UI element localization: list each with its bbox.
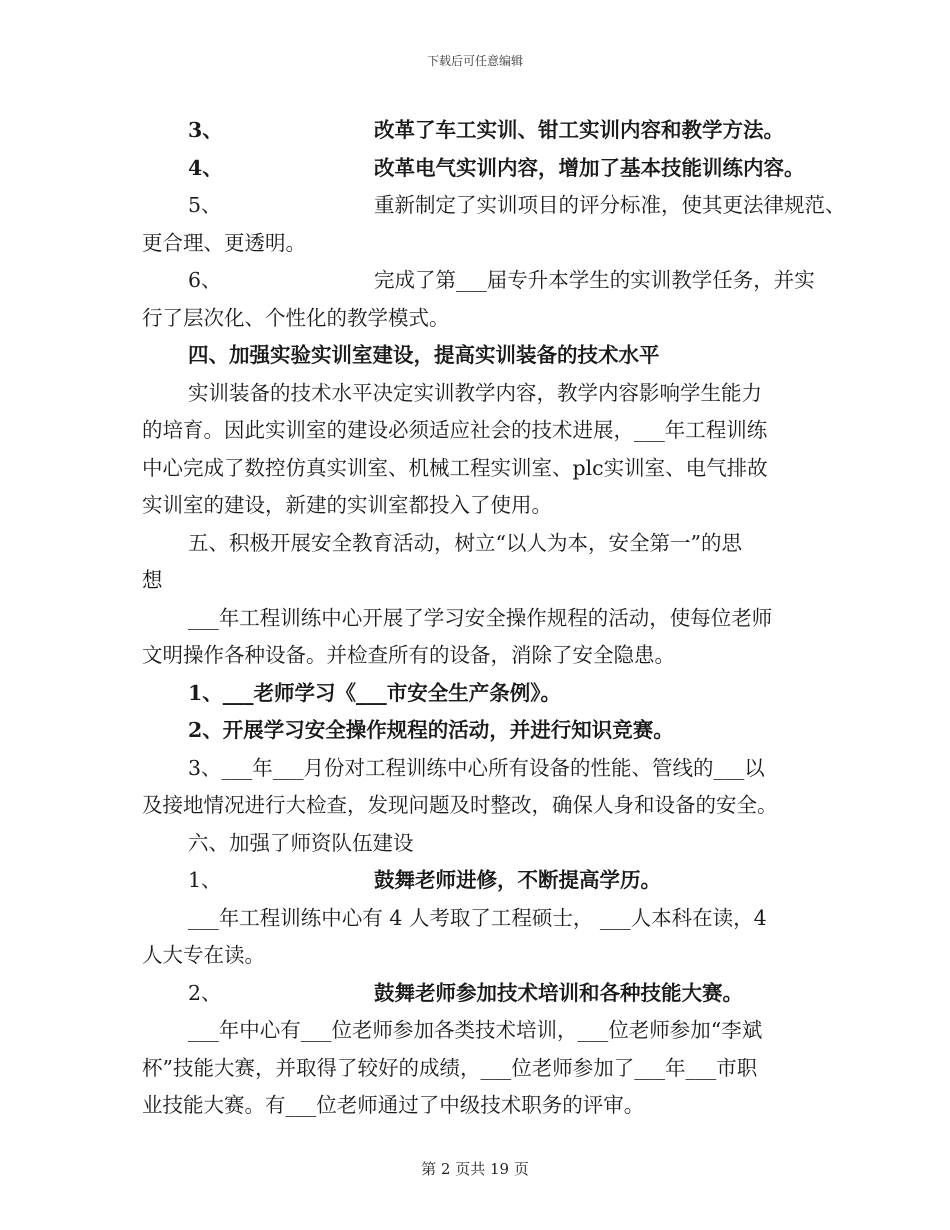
list-item bbox=[142, 187, 846, 225]
list-item: 2、开展学习安全操作规程的活动，并进行知识竞赛。 bbox=[188, 718, 674, 742]
list-item bbox=[142, 862, 832, 900]
list-item: 3、___年___月份对工程训练中心所有设备的性能、管线的___以 bbox=[188, 755, 765, 780]
paragraph-line: ___年工程训练中心有 4 人考取了工程硕士， ___人本科在读，4 bbox=[188, 905, 767, 930]
list-item bbox=[142, 262, 832, 300]
item-text: 完成了第___届专升本学生的实训教学任务，并实 bbox=[374, 268, 815, 292]
list-item bbox=[142, 975, 832, 1013]
list-item: 1、___老师学习《___市安全生产条例》。 bbox=[188, 680, 562, 705]
section-heading: 四、加强实验实训室建设，提高实训装备的技术水平 bbox=[188, 343, 660, 367]
section-heading: 六、加强了师资队伍建设 bbox=[188, 830, 414, 855]
paragraph-line: 文明操作各种设备。并检查所有的设备，消除了安全隐患。 bbox=[142, 643, 675, 667]
page-header-note: 下载后可任意编辑 bbox=[426, 54, 523, 68]
item-text: 鼓舞老师进修，不断提高学历。 bbox=[374, 868, 661, 892]
document-body bbox=[142, 112, 846, 1125]
item-text: 重新制定了实训项目的评分标准，使其更法律规范、 bbox=[374, 193, 846, 217]
section-heading-continued: 想 bbox=[142, 568, 163, 592]
page-number: 第 2 页共 19 页 bbox=[421, 1160, 529, 1178]
item-number: 6、 bbox=[188, 268, 222, 292]
paragraph-line: 及接地情况进行大检查，发现问题及时整改，确保人身和设备的安全。 bbox=[142, 793, 778, 817]
item-number: 4、 bbox=[188, 155, 223, 180]
item-text: 改革电气实训内容，增加了基本技能训练内容。 bbox=[374, 155, 805, 180]
paragraph-line: ___年中心有___位老师参加各类技术培训，___位老师参加“李斌 bbox=[188, 1018, 763, 1042]
paragraph-line: 业技能大赛。有___位老师通过了中级技术职务的评审。 bbox=[142, 1093, 645, 1117]
paragraph-line: 的培育。因此实训室的建设必须适应社会的技术进展，___年工程训练 bbox=[142, 418, 768, 442]
item-number: 5、 bbox=[188, 193, 222, 217]
paragraph-line: 实训室的建设，新建的实训室都投入了使用。 bbox=[142, 493, 552, 517]
paragraph-line: 中心完成了数控仿真实训室、机械工程实训室、plc实训室、电气排故 bbox=[142, 455, 768, 480]
section-heading: 五、积极开展安全教育活动，树立“以人为本，安全第一”的思 bbox=[188, 530, 742, 555]
paragraph-line: 杯”技能大赛，并取得了较好的成绩，___位老师参加了___年___市职 bbox=[142, 1055, 758, 1080]
paragraph-line: 更合理、更透明。 bbox=[142, 230, 306, 255]
item-text: 改革了车工实训、钳工实训内容和教学方法。 bbox=[374, 118, 784, 142]
item-number: 2、 bbox=[188, 980, 222, 1005]
paragraph-line: 行了层次化、个性化的教学模式。 bbox=[142, 305, 450, 330]
paragraph-line: 人大专在读。 bbox=[142, 943, 265, 967]
paragraph-line: ___年工程训练中心开展了学习安全操作规程的活动，使每位老师 bbox=[188, 605, 773, 630]
paragraph-line: 实训装备的技术水平决定实训教学内容，教学内容影响学生能力 bbox=[188, 380, 762, 405]
item-number: 3、 bbox=[188, 118, 223, 142]
list-item bbox=[142, 112, 832, 150]
item-number: 1、 bbox=[188, 868, 222, 892]
list-item bbox=[142, 150, 832, 188]
item-text: 鼓舞老师参加技术培训和各种技能大赛。 bbox=[374, 980, 743, 1005]
